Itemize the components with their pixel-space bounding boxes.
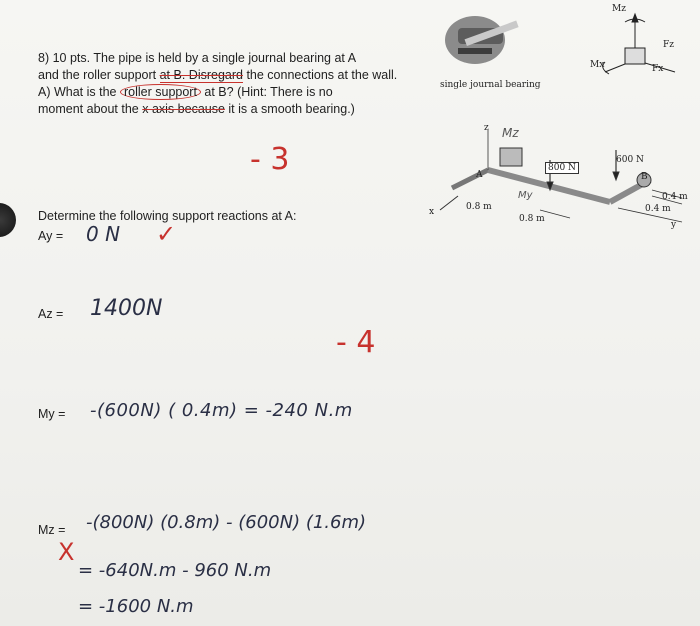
bearing-photo xyxy=(445,16,519,64)
label-mz-fig: Mz xyxy=(502,126,519,140)
mz-step-2: = -640N.m - 960 N.m xyxy=(78,560,272,581)
mz-label: Mz = xyxy=(38,523,66,537)
problem-line-3-end: at B? (Hint: There is no xyxy=(200,85,333,99)
figure-caption: single journal bearing xyxy=(440,80,541,90)
dimension-3: 0.4 m xyxy=(662,192,688,202)
label-fx: Fx xyxy=(652,64,664,74)
circled-phrase: roller support xyxy=(120,84,201,100)
problem-line-3-start: A) What is the xyxy=(38,85,120,99)
check-mark-icon: ✓ xyxy=(156,220,177,248)
az-answer: 1400N xyxy=(90,296,163,321)
my-answer: -(600N) ( 0.4m) = -240 N.m xyxy=(90,400,353,421)
mz-error-mark: X xyxy=(58,538,75,566)
axis-x: x xyxy=(429,207,435,217)
problem-line-2 xyxy=(38,67,438,84)
label-mx: Mx xyxy=(590,60,605,70)
problem-line-4-end: it is a smooth bearing.) xyxy=(224,102,355,116)
label-my: My xyxy=(518,190,533,201)
my-label: My = xyxy=(38,407,66,421)
ay-label: Ay = xyxy=(38,229,64,243)
struck-phrase: at B. Disregard xyxy=(159,68,243,82)
problem-line-2-end: the connections at the wall. xyxy=(242,68,398,82)
struck-phrase-2: x axis because xyxy=(142,102,225,116)
mz-step-3: = -1600 N.m xyxy=(78,596,194,617)
mz-answer: -(800N) (0.8m) - (600N) (1.6m) xyxy=(86,512,367,533)
problem-line-4-start: moment about the xyxy=(38,102,143,116)
problem-line-1: 8) 10 pts. The pipe is held by a single journal bearing at A xyxy=(38,51,357,65)
part-b-prompt: Determine the following support reactions at A: xyxy=(38,209,297,223)
label-mz-top: Mz xyxy=(612,4,626,14)
axis-y: y xyxy=(671,220,677,230)
label-a: A xyxy=(476,170,483,180)
label-z: z xyxy=(484,123,489,133)
dimension-4: 0.4 m xyxy=(645,204,671,214)
binder-hole xyxy=(0,203,16,237)
force-label-800: 800 N xyxy=(545,162,579,174)
grade-mark-a: - 3 xyxy=(250,142,290,177)
ay-answer: 0 N xyxy=(86,222,121,246)
dimension-1: 0.8 m xyxy=(466,202,492,212)
grade-mark-b: - 4 xyxy=(336,325,376,360)
problem-line-4 xyxy=(38,101,438,118)
az-label: Az = xyxy=(38,307,64,321)
dimension-2: 0.8 m xyxy=(519,214,545,224)
problem-statement xyxy=(38,50,438,118)
label-fz: Fz xyxy=(663,40,674,50)
problem-line-3 xyxy=(38,84,438,101)
label-b: B xyxy=(641,172,648,182)
force-label-600: 600 N xyxy=(616,155,644,165)
problem-line-2-start: and the roller support xyxy=(38,68,160,82)
